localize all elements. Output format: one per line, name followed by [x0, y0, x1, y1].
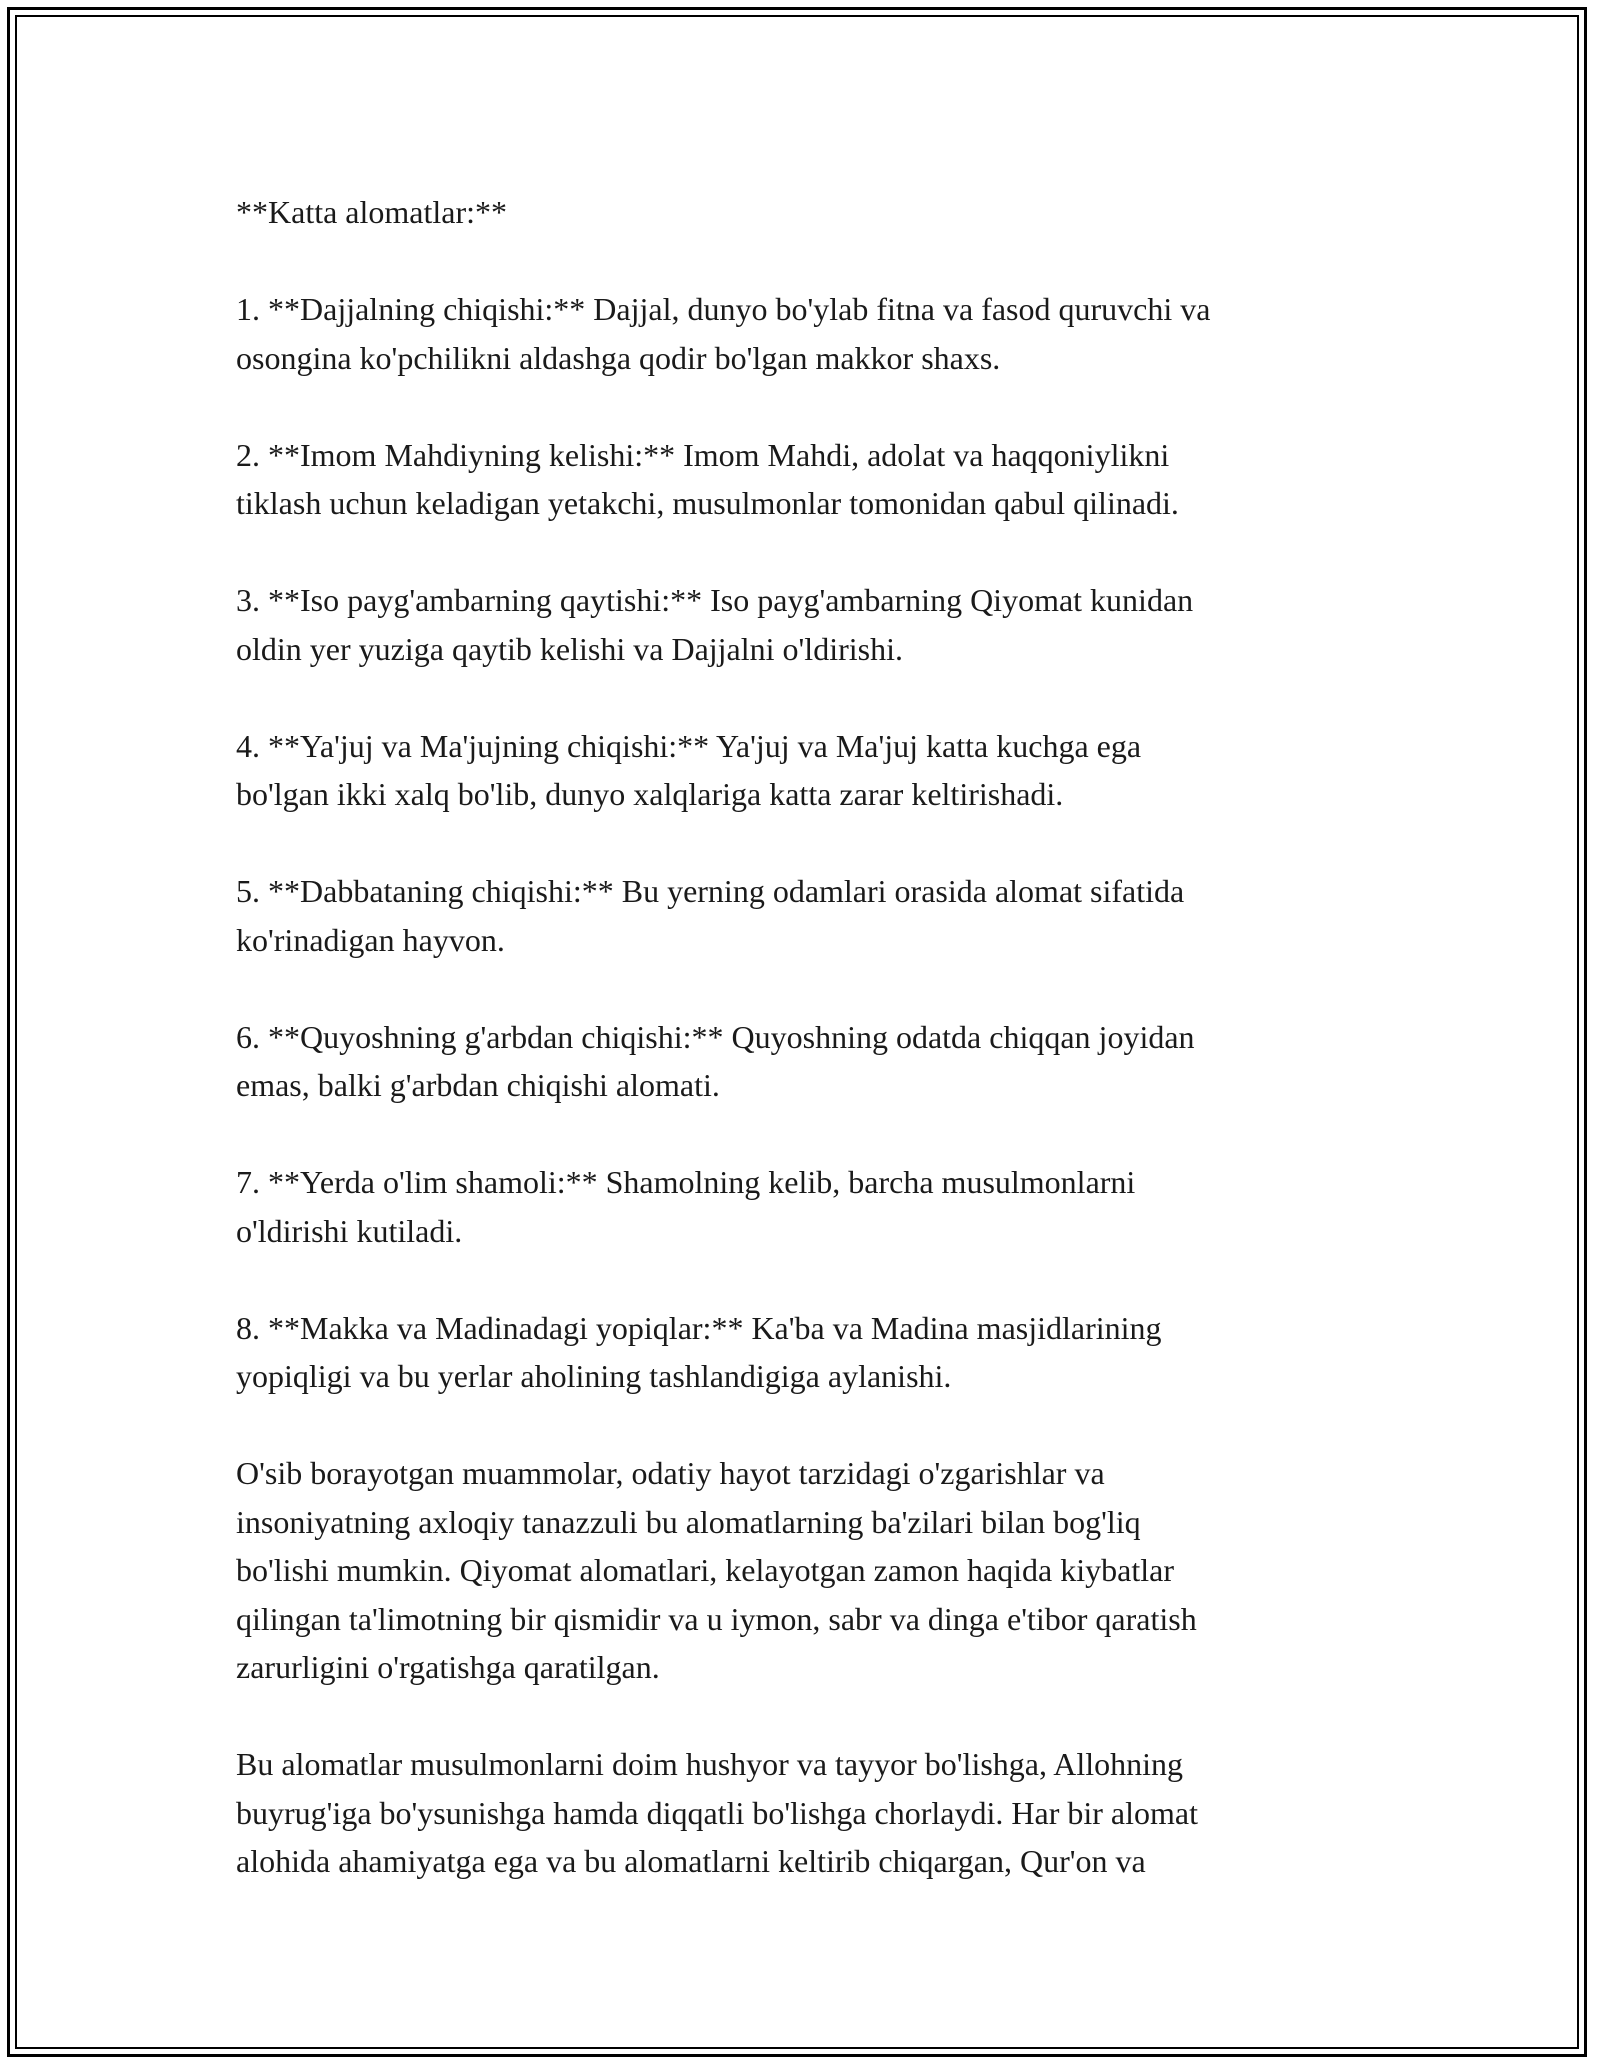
body-paragraph-1: O'sib borayotgan muammolar, odatiy hayot tarzidagi o'zgarishlar va insoniyatning axloqiy tanazzuli bu alomatlarning ba'zilari bilan bog'liq bo'lishi mumkin. Qiyomat alomatlari, kelayotgan zamon haqida kiybatlar qilingan ta'limotning bir qismidir va u iymon, sabr va dinga e'tibor qaratish zarurligini o'rgatishga qaratilgan. [236, 1455, 1197, 1685]
list-item-5: 5. **Dabbataning chiqishi:** Bu yerning odamlari orasida alomat sifatida ko'rinadigan hayvon. [236, 873, 1185, 958]
list-item-8: 8. **Makka va Madinadagi yopiqlar:** Ka'ba va Madina masjidlarining yopiqligi va bu yerlar aholining tashlandigiga aylanishi. [236, 1309, 1162, 1394]
list-item-6: 6. **Quyoshning g'arbdan chiqishi:** Quyoshning odatda chiqqan joyidan emas, balki g'arbdan chiqishi alomati. [236, 1018, 1195, 1103]
list-item-3: 3. **Iso payg'ambarning qaytishi:** Iso payg'ambarning Qiyomat kunidan oldin yer yuziga qaytib kelishi va Dajjalni o'ldirishi. [236, 582, 1194, 667]
section-heading: **Katta alomatlar:** [236, 194, 508, 230]
list-item-2: 2. **Imom Mahdiyning kelishi:** Imom Mahdi, adolat va haqqoniylikni tiklash uchun keladigan yetakchi, musulmonlar tomonidan qabul qilinadi. [236, 436, 1179, 521]
document-body [236, 188, 1366, 1934]
list-item-4: 4. **Ya'juj va Ma'jujning chiqishi:** Ya'juj va Ma'juj katta kuchga ega bo'lgan ikki xalq bo'lib, dunyo xalqlariga katta zarar keltirishadi. [236, 727, 1142, 812]
body-paragraph-2: Bu alomatlar musulmonlarni doim hushyor va tayyor bo'lishga, Allohning buyrug'iga bo'ysunishga hamda diqqatli bo'lishga chorlaydi. Har bir alomat alohida ahamiyatga ega va bu alomatlarni keltirib chiqargan, Qur'on va [236, 1746, 1198, 1879]
list-item-1: 1. **Dajjalning chiqishi:** Dajjal, dunyo bo'ylab fitna va fasod quruvchi va osongina ko'pchilikni aldashga qodir bo'lgan makkor shaxs. [236, 291, 1211, 376]
list-item-7: 7. **Yerda o'lim shamoli:** Shamolning kelib, barcha musulmonlarni o'ldirishi kutiladi. [236, 1164, 1136, 1249]
